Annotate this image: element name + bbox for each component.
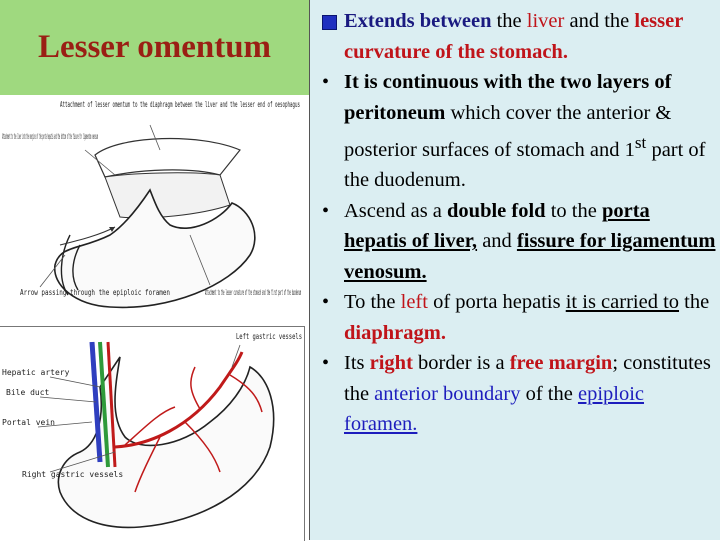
bullet-dot-icon: • bbox=[322, 199, 330, 222]
label-portal-vein: Portal vein bbox=[2, 418, 55, 427]
notes-panel bbox=[309, 0, 720, 540]
bullet-dot-icon: • bbox=[322, 71, 330, 93]
label-bile-duct: Bile duct bbox=[6, 388, 50, 397]
bullet-continuous bbox=[322, 67, 717, 196]
label-attach-stomach: Attachment to the lesser curvature of the stomach and the first part of the duodenum bbox=[205, 288, 302, 297]
text-constitutes-the: constitutes the bbox=[344, 352, 711, 405]
text-extends-between: Extends between bbox=[344, 10, 492, 32]
text-and: and bbox=[482, 230, 512, 253]
bullet-list bbox=[322, 6, 717, 440]
text-anterior-boundary: anterior boundary bbox=[374, 382, 521, 405]
text-superscript-st: st bbox=[634, 133, 647, 152]
text-border-is-a: border is a bbox=[418, 352, 505, 375]
text-semicolon: ; bbox=[612, 352, 619, 375]
title-banner bbox=[0, 0, 309, 95]
text-to-the-2: To the bbox=[344, 291, 396, 314]
text-cover-surfaces: which cover the anterior & posterior surfaces of stomach and 1 bbox=[344, 101, 672, 161]
text-right: right bbox=[369, 352, 413, 375]
text-fissure-ligamentum: fissure for ligamentum venosum. bbox=[344, 230, 716, 283]
text-and-the: and the bbox=[569, 10, 630, 32]
label-epiploic-arrow: Arrow passing through the epiploic foramen bbox=[20, 288, 171, 297]
bullet-dot-icon: • bbox=[322, 352, 330, 375]
text-part-duodenum: part of the duodenum. bbox=[344, 138, 706, 192]
text-epiploic-foramen: epiploic foramen. bbox=[344, 382, 645, 436]
slide-title: Lesser omentum bbox=[37, 29, 272, 65]
bullet-dot-icon: • bbox=[322, 291, 330, 314]
bullet-extends bbox=[322, 6, 717, 67]
attachment-diagram bbox=[0, 95, 304, 323]
label-left-gastric: Left gastric vessels bbox=[236, 332, 303, 341]
text-double-fold: double fold bbox=[447, 199, 546, 222]
lesser-omentum-attachment-figure bbox=[0, 95, 304, 323]
vessels-diagram bbox=[0, 327, 304, 541]
text-porta-hepatis: porta hepatis of liver, bbox=[344, 199, 650, 253]
label-attach-diaphragm: Attachment of lesser omentum to the diaphragm between the liver and the lesser end of oesophagus bbox=[60, 100, 301, 109]
text-continuous-layers: It is continuous with the two layers of peritoneum bbox=[344, 71, 672, 124]
text-left: left bbox=[400, 291, 428, 314]
bullet-right-border bbox=[322, 348, 717, 440]
square-bullet-icon bbox=[322, 15, 337, 30]
text-to-the: to the bbox=[550, 199, 597, 222]
text-carried-to: it is carried to bbox=[565, 291, 680, 314]
label-right-gastric: Right gastric vessels bbox=[22, 470, 124, 479]
label-attach-liver: Attachment to the liver into the margins of the porta hepatis and the bottom of the fissure for ligamentum venosum bbox=[2, 132, 99, 141]
text-free-margin: free margin bbox=[509, 352, 613, 375]
lesser-omentum-vessels-figure bbox=[0, 326, 305, 541]
text-lesser-curvature: lesser curvature of the stomach. bbox=[344, 10, 683, 63]
text-of-porta-hepatis: of porta hepatis bbox=[433, 291, 561, 314]
text-ascend-as-a: Ascend as a bbox=[344, 199, 442, 222]
text-the: the bbox=[496, 10, 522, 32]
bullet-ascend bbox=[322, 196, 717, 288]
text-the-2: the bbox=[684, 291, 710, 314]
label-hepatic-artery: Hepatic artery bbox=[2, 368, 70, 377]
text-diaphragm: diaphragm. bbox=[344, 321, 446, 344]
text-its: Its bbox=[344, 352, 365, 375]
text-of-the: of the bbox=[525, 382, 573, 405]
text-liver: liver bbox=[526, 10, 565, 32]
bullet-left bbox=[322, 287, 717, 348]
